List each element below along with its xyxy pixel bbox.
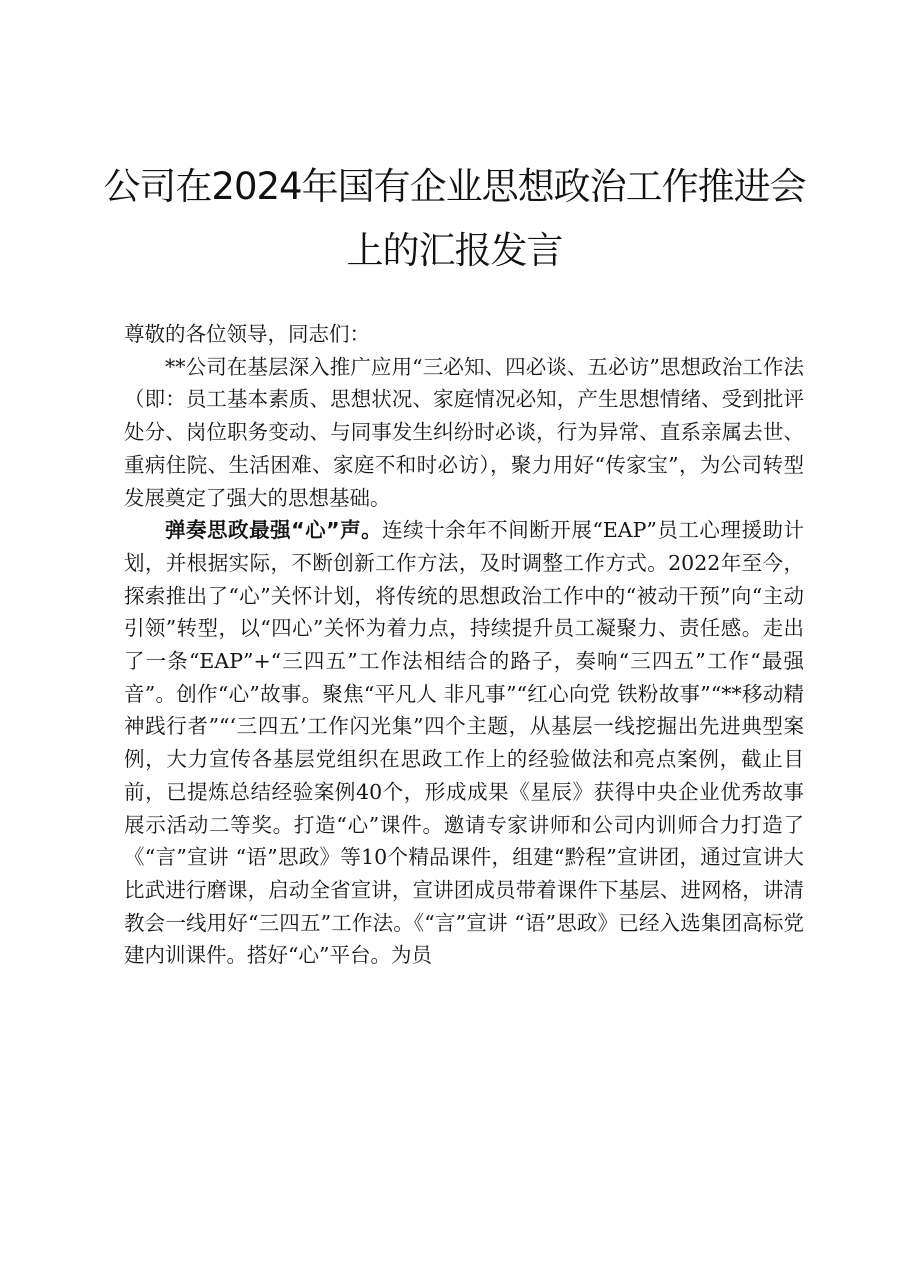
- paragraph-1: **公司在基层深入推广应用“三必知、四必谈、五必访”思想政治工作法（即：员工基本素质、思想状况、家庭情况必知，产生思想情绪、受到批评处分、岗位职务变动、与同事发生纠纷时必谈，行为异常、直系亲属去世、重病住院、生活困难、家庭不和时必访），聚力用好“传家宝”，为公司转型发展奠定了强大的思想基础。: [124, 354, 804, 510]
- document-body: [124, 318, 804, 972]
- paragraph-2-heading: 弹奏思政最强“心”声。: [165, 518, 383, 543]
- paragraph-2-body: 连续十余年不间断开展“EAP”员工心理援助计划，并根据实际，不断创新工作方法，及时调整工作方式。2022年至今，探索推出了“心”关怀计划，将传统的思想政治工作中的“被动干预”向“主动引领”转型，以“四心”关怀为着力点，持续提升员工凝聚力、责任感。走出了一条“EAP”+“三四五”工作法相结合的路子，奏响“三四五”工作“最强音”。创作“心”故事。聚焦“平凡人 非凡事”“红心向党 铁粉故事”“**移动精神践行者”“‘三四五’工作闪光集”四个主题，从基层一线挖掘出先进典型案例，大力宣传各基层党组织在思政工作上的经验做法和亮点案例，截止目前，已提炼总结经验案例40个，形成成果《星辰》获得中央企业优秀故事展示活动二等奖。打造“心”课件。邀请专家讲师和公司内训师合力打造了《“言”宣讲 “语”思政》等10个精品课件，组建“黔程”宣讲团，通过宣讲大比武进行磨课，启动全省宣讲，宣讲团成员带着课件下基层、进网格，讲清教会一线用好“三四五”工作法。《“言”宣讲 “语”思政》已经入选集团高标党建内训课件。搭好“心”平台。为员: [124, 518, 804, 968]
- salutation: 尊敬的各位领导，同志们：: [124, 322, 370, 346]
- document-title-line-2: 上的汇报发言: [346, 229, 563, 272]
- paragraph-2: [124, 514, 804, 972]
- document-title-line-1: 公司在2024年国有企业思想政治工作推进会: [103, 165, 806, 208]
